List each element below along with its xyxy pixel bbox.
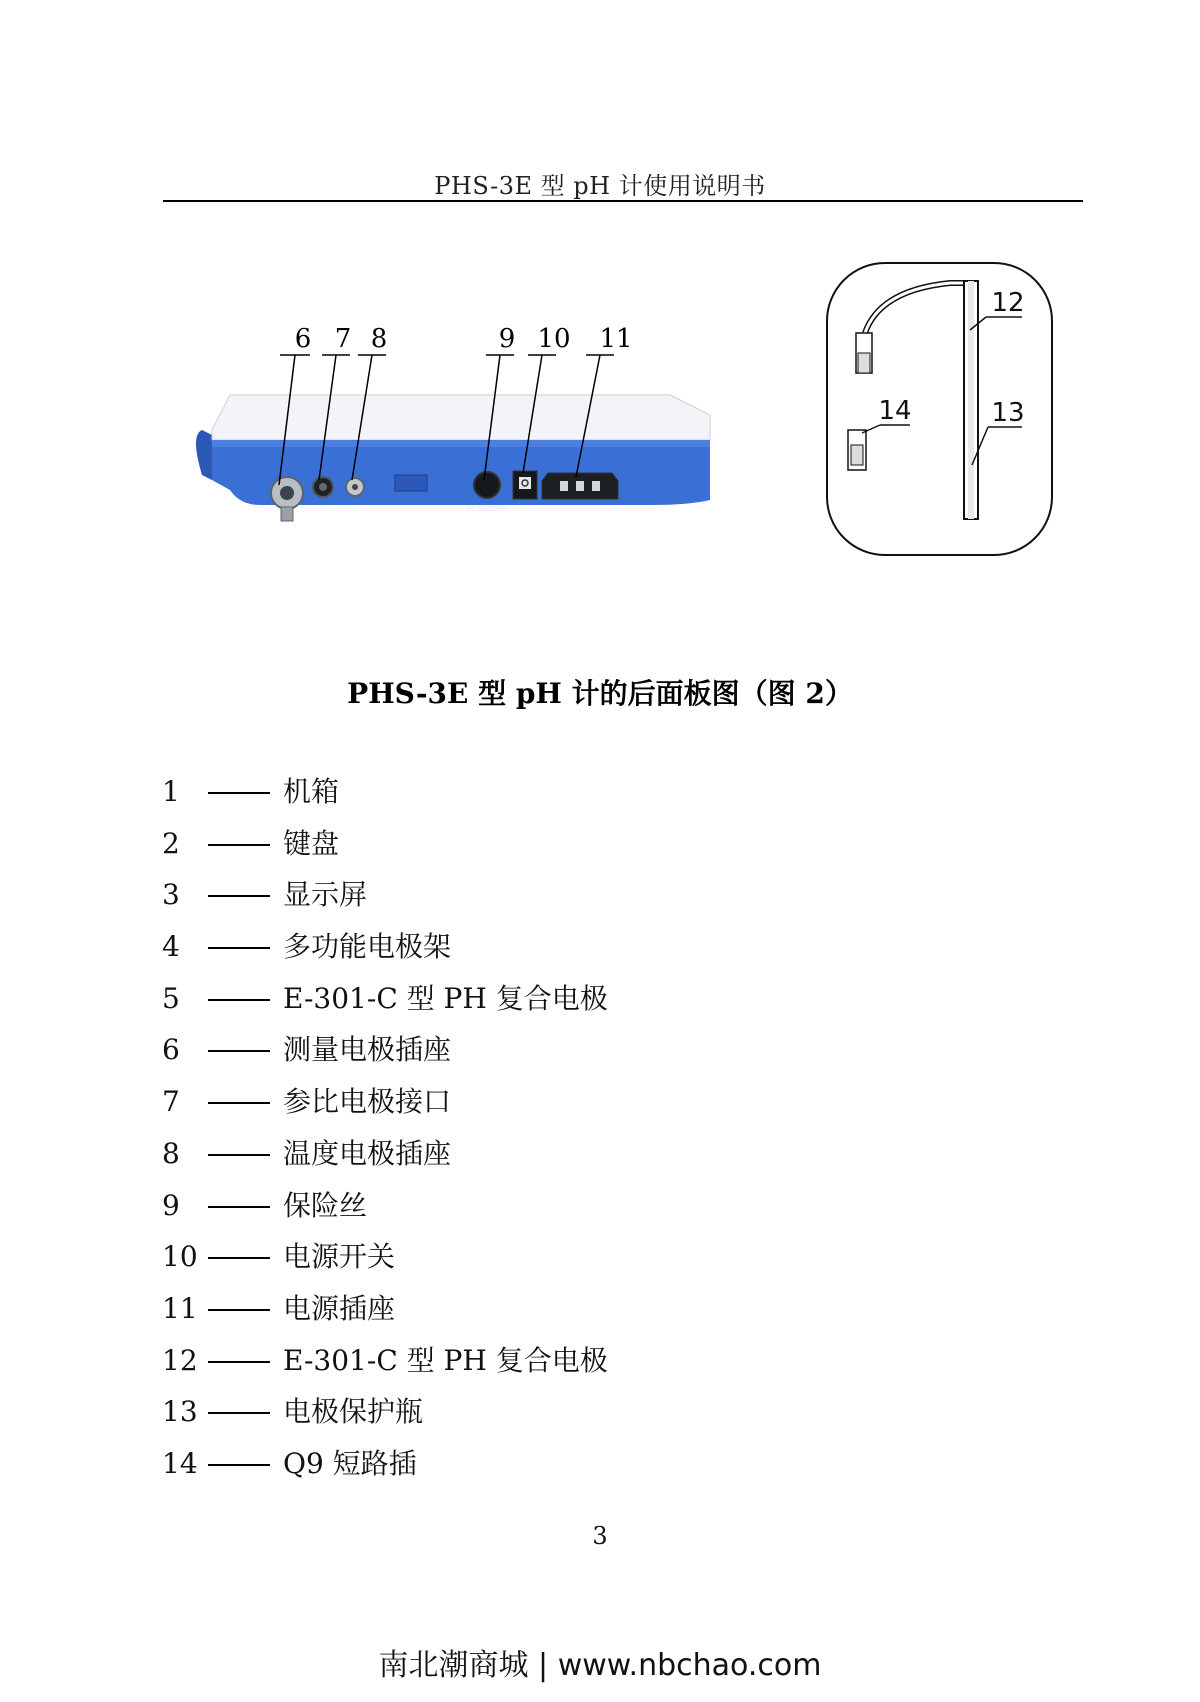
legend-dash — [208, 1050, 270, 1052]
reference-socket — [313, 477, 333, 497]
legend-dash — [208, 1361, 270, 1363]
legend-dash — [208, 1206, 270, 1208]
legend-item — [162, 772, 862, 824]
electrode-inset — [827, 263, 1052, 555]
legend-number: 4 — [162, 930, 180, 964]
legend-number: 12 — [162, 1343, 198, 1377]
legend-dash — [208, 844, 270, 846]
legend-number: 2 — [162, 826, 180, 860]
legend-text: E-301-C 型 PH 复合电极 — [283, 981, 608, 1015]
legend-dash — [208, 1257, 270, 1259]
legend-item — [162, 875, 862, 927]
callout-11: 11 — [599, 324, 633, 354]
legend-text: 温度电极插座 — [283, 1136, 452, 1170]
legend-text: 电源开关 — [283, 1240, 396, 1274]
legend-dash — [208, 895, 270, 897]
legend-text: 机箱 — [283, 775, 340, 808]
legend-dash — [208, 1154, 270, 1156]
legend-item — [162, 927, 862, 979]
legend-text: 参比电极接口 — [283, 1085, 452, 1119]
legend-dash — [208, 1309, 270, 1311]
legend-number: 8 — [162, 1136, 180, 1170]
callout-14: 14 — [878, 396, 912, 426]
legend-text: 键盘 — [283, 826, 340, 860]
callout-7: 7 — [334, 324, 352, 354]
legend-number: 6 — [162, 1033, 180, 1067]
callout-13: 13 — [991, 398, 1025, 428]
temperature-socket — [346, 478, 364, 496]
legend-item — [162, 1289, 862, 1341]
legend-item — [162, 1030, 862, 1082]
legend-item — [162, 1186, 862, 1238]
header-title: PHS-3E 型 pH 计使用说明书 — [434, 172, 766, 200]
callout-10: 10 — [537, 324, 571, 354]
q9-short-plug — [848, 430, 866, 470]
legend-item — [162, 979, 862, 1031]
legend-text: 电极保护瓶 — [283, 1395, 424, 1429]
legend-item — [162, 1341, 862, 1393]
power-switch — [513, 471, 537, 499]
legend-text: 显示屏 — [283, 878, 368, 912]
parts-legend — [162, 772, 862, 1496]
callout-6: 6 — [294, 324, 312, 354]
legend-dash — [208, 1464, 270, 1466]
legend-number: 13 — [162, 1395, 198, 1429]
legend-text: Q9 短路插 — [283, 1446, 417, 1480]
page-number: 3 — [592, 1522, 608, 1550]
legend-text: 多功能电极架 — [283, 930, 452, 964]
legend-dash — [208, 947, 270, 949]
legend-number: 11 — [162, 1291, 198, 1325]
legend-text: 测量电极插座 — [283, 1033, 452, 1067]
footer-brand: 南北潮商城 | www.nbchao.com — [378, 1648, 822, 1683]
callout-12: 12 — [991, 288, 1025, 318]
legend-text: E-301-C 型 PH 复合电极 — [283, 1343, 608, 1377]
legend-number: 1 — [162, 775, 180, 808]
legend-text: 电源插座 — [283, 1291, 396, 1325]
legend-item — [162, 1134, 862, 1186]
measurement-socket — [271, 477, 303, 521]
fuse-label: F0.5A/250V — [466, 505, 508, 513]
power-inlet — [542, 473, 618, 499]
legend-number: 5 — [162, 981, 180, 1015]
legend-dash — [208, 1102, 270, 1104]
legend-dash — [208, 999, 270, 1001]
legend-item — [162, 1392, 862, 1444]
legend-number: 3 — [162, 878, 180, 912]
legend-item — [162, 1237, 862, 1289]
callout-9: 9 — [498, 324, 516, 354]
legend-number: 9 — [162, 1188, 180, 1222]
legend-item — [162, 1444, 862, 1496]
legend-dash — [208, 1412, 270, 1414]
legend-dash — [208, 792, 270, 794]
legend-item — [162, 824, 862, 876]
legend-text: 保险丝 — [283, 1188, 368, 1222]
legend-number: 10 — [162, 1240, 198, 1274]
legend-item — [162, 1082, 862, 1134]
legend-number: 14 — [162, 1446, 198, 1480]
header-rule — [163, 200, 1083, 202]
rear-panel-figure — [150, 255, 1100, 575]
figure-caption: PHS-3E 型 pH 计的后面板图（图 2） — [347, 677, 853, 710]
legend-number: 7 — [162, 1085, 180, 1119]
rear-panel-device — [196, 324, 710, 521]
callout-8: 8 — [370, 324, 388, 354]
